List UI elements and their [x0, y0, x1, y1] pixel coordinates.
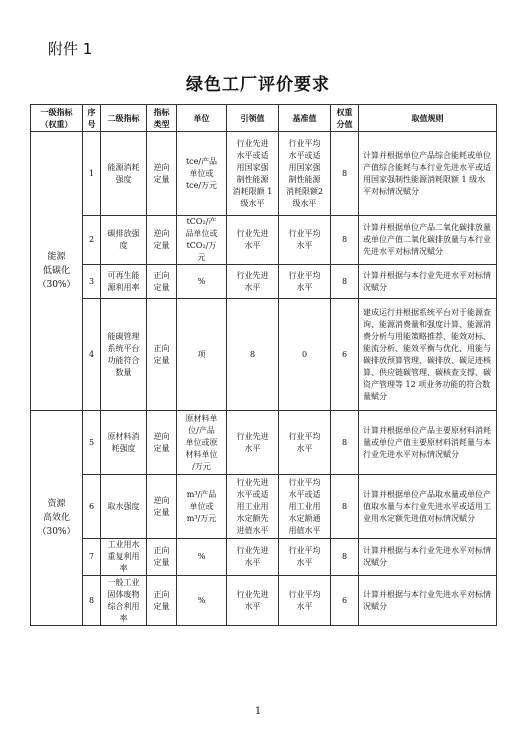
unit-cell: 项 [177, 299, 227, 411]
unit-cell: % [177, 265, 227, 299]
base-value: 行业平均 水平 [279, 265, 331, 299]
indicator-type: 逆向 定量 [147, 132, 177, 216]
indicator-name: 碳排放强 度 [101, 216, 147, 265]
indicator-name: 工业用水 重复利用 率 [101, 539, 147, 576]
table-row [31, 132, 497, 216]
row-number: 1 [83, 132, 101, 216]
row-number: 7 [83, 539, 101, 576]
weight-value: 8 [331, 539, 359, 576]
lead-value: 行业先进 水平 [227, 411, 279, 475]
scoring-rule: 计算并根据与本行业先进水平对标情况赋分 [359, 265, 497, 299]
scoring-rule: 建成运行并根据系统平台对于能源查询、能源消费量和强度计算、能源消费分析与用能策略推荐、能效对标、能流分析、能效平衡与优化、用能与碳排放预算管理、碳排放、碳足迹核算、供应链碳管理、碳核查支撑、碳资产管理等 12 项业务功能的符合数量赋分 [359, 299, 497, 411]
row-number: 8 [83, 576, 101, 626]
row-number: 3 [83, 265, 101, 299]
base-value: 行业平均 水平或适 用工业用 水定额通 用值水平 [279, 475, 331, 539]
unit-cell: % [177, 539, 227, 576]
group-label: 资源 高效化 （30%） [31, 411, 83, 626]
indicator-name: 能碳管理 系统平台 功能符合 数量 [101, 299, 147, 411]
group-label: 能源 低碳化 （30%） [31, 132, 83, 411]
indicator-type: 正向 定量 [147, 576, 177, 626]
lead-value: 行业先进 水平或适 用国家强 制性能源 消耗限额 1 级水平 [227, 132, 279, 216]
scoring-rule: 计算并根据单位产品取水量或单位产值取水量与本行业先进水平或适用工业用水定额先进值对标情况赋分 [359, 475, 497, 539]
base-value: 行业平均 水平或适 用国家强 制性能源 消耗限额2 级水平 [279, 132, 331, 216]
table-row [31, 299, 497, 411]
lead-value: 行业先进 水平 [227, 265, 279, 299]
indicator-type: 正向 定量 [147, 539, 177, 576]
col-type-header: 指标 类型 [147, 105, 177, 132]
indicator-name: 可再生能 源利用率 [101, 265, 147, 299]
indicator-type: 正向 定量 [147, 299, 177, 411]
indicator-type: 逆向 定量 [147, 216, 177, 265]
table-row [31, 576, 497, 626]
scoring-rule: 计算并根据单位产品综合能耗或单位产值综合能耗与本行业先进水平或适用国家强制性能源消耗限额 1 级水平对标情况赋分 [359, 132, 497, 216]
unit-cell: m³/产品 单位或 m³/万元 [177, 475, 227, 539]
col-no-header: 序 号 [83, 105, 101, 132]
page-title: 绿色工厂评价要求 [186, 75, 330, 95]
weight-value: 8 [331, 132, 359, 216]
weight-value: 8 [331, 265, 359, 299]
table-header-row [31, 105, 497, 132]
scoring-rule: 计算并根据单位产品二氧化碳排放量或单位产值二氧化碳排放量与本行业先进水平对标情况赋分 [359, 216, 497, 265]
base-value: 行业平均 水平 [279, 539, 331, 576]
table-row [31, 539, 497, 576]
lead-value: 行业先进 水平或适 用工业用 水定额先 进值水平 [227, 475, 279, 539]
lead-value: 8 [227, 299, 279, 411]
indicator-name: 能源消耗 强度 [101, 132, 147, 216]
page-number: 1 [254, 706, 262, 717]
unit-cell: tCO₂/产 品单位或 tCO₂/万 元 [177, 216, 227, 265]
weight-value: 8 [331, 411, 359, 475]
table-row [31, 475, 497, 539]
unit-cell: tce/产品 单位或 tce/万元 [177, 132, 227, 216]
col-rule-header: 取值规则 [359, 105, 497, 132]
scoring-rule: 计算并根据与本行业先进水平对标情况赋分 [359, 539, 497, 576]
weight-value: 8 [331, 216, 359, 265]
base-value: 行业平均 水平 [279, 576, 331, 626]
annex-label: 附件 1 [48, 40, 93, 58]
indicator-name: 原材料消 耗强度 [101, 411, 147, 475]
evaluation-table [30, 104, 497, 626]
base-value: 0 [279, 299, 331, 411]
row-number: 2 [83, 216, 101, 265]
row-number: 4 [83, 299, 101, 411]
lead-value: 行业先进 水平 [227, 539, 279, 576]
row-number: 6 [83, 475, 101, 539]
col-level1-header: 一级指标 （权重） [31, 105, 83, 132]
table-row [31, 265, 497, 299]
base-value: 行业平均 水平 [279, 216, 331, 265]
row-number: 5 [83, 411, 101, 475]
table-row [31, 411, 497, 475]
col-lead-header: 引领值 [227, 105, 279, 132]
indicator-type: 逆向 定量 [147, 475, 177, 539]
table-row [31, 216, 497, 265]
col-unit-header: 单位 [177, 105, 227, 132]
col-weight-header: 权重 分值 [331, 105, 359, 132]
weight-value: 6 [331, 576, 359, 626]
lead-value: 行业先进 水平 [227, 576, 279, 626]
indicator-type: 正向 定量 [147, 265, 177, 299]
base-value: 行业平均 水平 [279, 411, 331, 475]
lead-value: 行业先进 水平 [227, 216, 279, 265]
col-base-header: 基准值 [279, 105, 331, 132]
unit-cell: 原材料单 位/产品 单位或原 材料单位 /万元 [177, 411, 227, 475]
weight-value: 6 [331, 299, 359, 411]
weight-value: 8 [331, 475, 359, 539]
scoring-rule: 计算并根据单位产品主要原材料消耗量或单位产值主要原材料消耗量与本行业先进水平对标情况赋分 [359, 411, 497, 475]
indicator-name: 取水强度 [101, 475, 147, 539]
indicator-name: 一般工业 固体废物 综合利用 率 [101, 576, 147, 626]
col-level2-header: 二级指标 [101, 105, 147, 132]
scoring-rule: 计算并根据与本行业先进水平对标情况赋分 [359, 576, 497, 626]
indicator-type: 逆向 定量 [147, 411, 177, 475]
unit-cell: % [177, 576, 227, 626]
